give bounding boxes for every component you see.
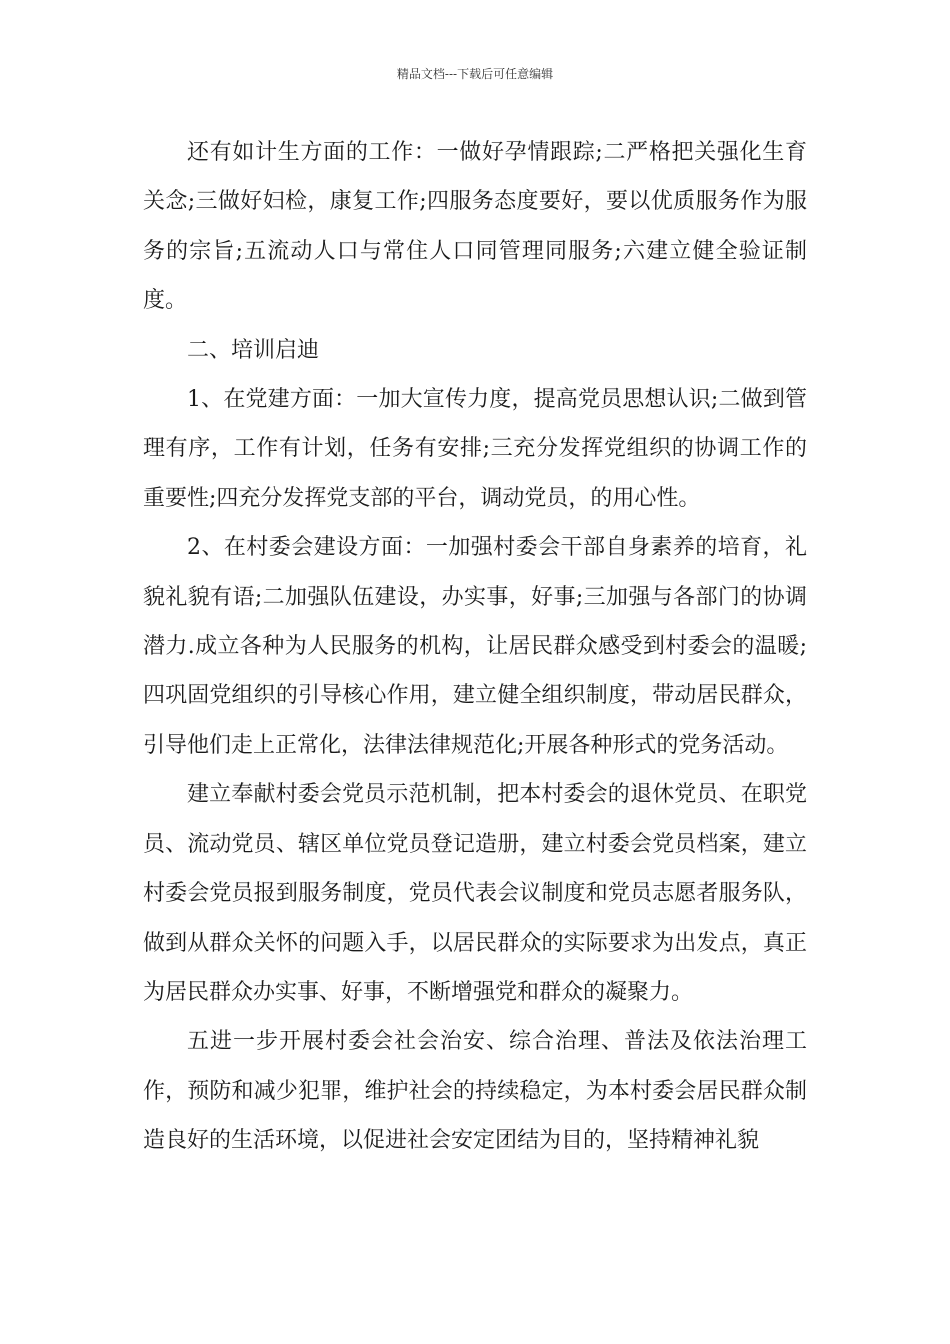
document-body (143, 128, 807, 1166)
paragraph-party-building: 1、在党建方面：一加大宣传力度，提高党员思想认识;二做到管理有序，工作有计划，任务有安排;三充分发挥党组织的协调工作的重要性;四充分发挥党支部的平台，调动党员，的用心性。 (143, 387, 807, 511)
paragraph-party-member-mechanism: 建立奉献村委会党员示范机制，把本村委会的退休党员、在职党员、流动党员、辖区单位党员登记造册，建立村委会党员档案，建立村委会党员报到服务制度，党员代表会议制度和党员志愿者服务队，做到从群众关怀的问题入手，以居民群众的实际要求为出发点，真正为居民群众办实事、好事，不断增强党和群众的凝聚力。 (143, 782, 807, 1005)
page-header: 精品文档---下载后可任意编辑 (396, 67, 554, 81)
paragraph-family-planning: 还有如计生方面的工作：一做好孕情跟踪;二严格把关强化生育关念;三做好妇检，康复工作;四服务态度要好，要以优质服务作为服务的宗旨;五流动人口与常住人口同管理同服务;六建立健全验证制度。 (143, 140, 807, 314)
paragraph-public-security: 五进一步开展村委会社会治安、综合治理、普法及依法治理工作，预防和减少犯罪，维护社会的持续稳定，为本村委会居民群众制造良好的生活环境，以促进社会安定团结为目的，坚持精神礼貌 (143, 1029, 807, 1154)
paragraph-village-committee: 2、在村委会建设方面：一加强村委会干部自身素养的培育，礼貌礼貌有语;二加强队伍建设，办实事，好事;三加强与各部门的协调潜力.成立各种为人民服务的机构，让居民群众感受到村委会的温暖;四巩固党组织的引导核心作用，建立健全组织制度，带动居民群众，引导他们走上正常化，法律法律规范化;开展各种形式的党务活动。 (143, 535, 807, 758)
section-heading-training: 二、培训启迪 (187, 337, 320, 363)
